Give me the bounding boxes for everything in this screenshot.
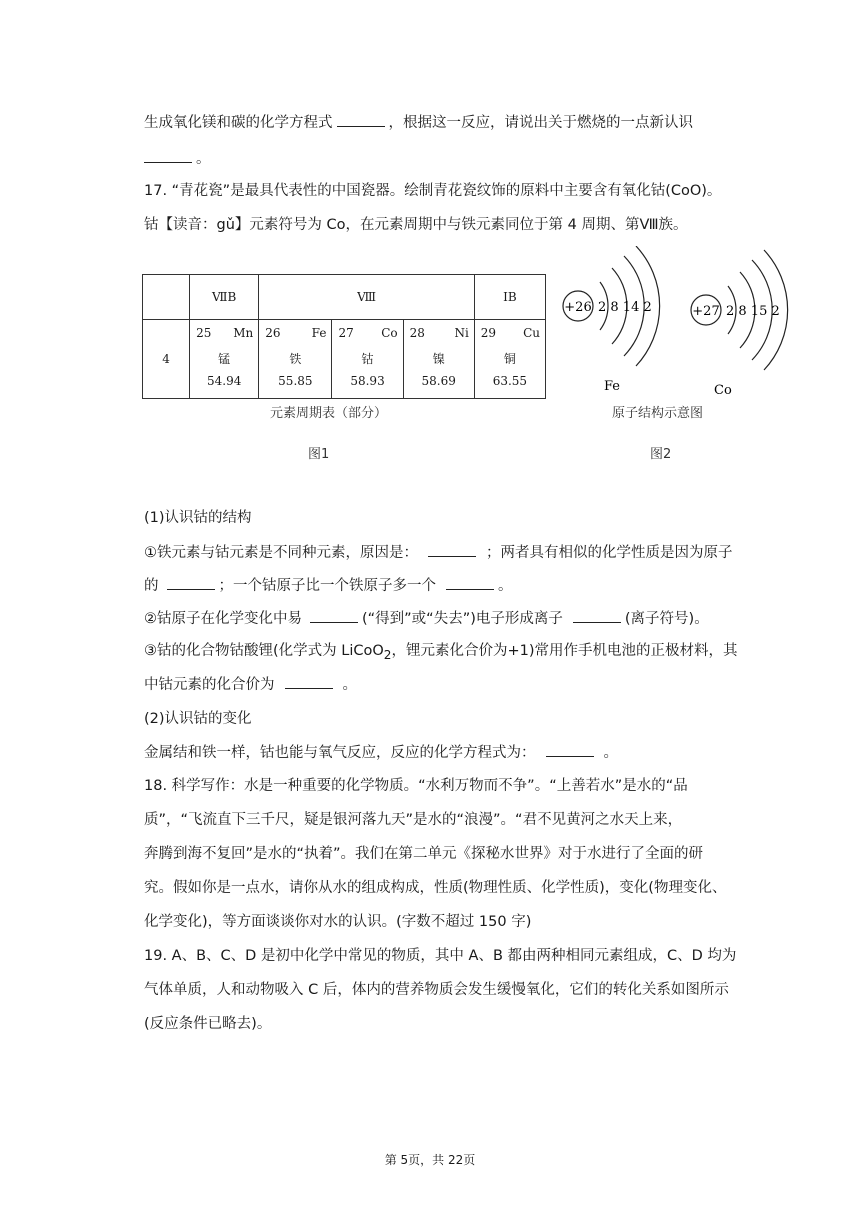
element-name: 铜 bbox=[503, 352, 516, 366]
question-line bbox=[144, 575, 784, 596]
atomic-number: 29 bbox=[480, 326, 497, 340]
page-number: 第 5页，共 22页 bbox=[384, 1153, 476, 1167]
element-cell bbox=[332, 320, 403, 399]
text: 。 bbox=[342, 677, 357, 693]
text: (“得到”或“失去”)电子形成离子 bbox=[362, 611, 563, 627]
co-nucleus: +27 bbox=[692, 304, 720, 319]
text: 生成氧化镁和碳的化学方程式 bbox=[144, 115, 333, 131]
group-header-viib: ⅦB bbox=[190, 275, 259, 320]
element-cell bbox=[190, 320, 259, 399]
text: ；一个钴原子比一个铁原子多一个 bbox=[218, 578, 436, 594]
element-cell bbox=[403, 320, 474, 399]
question-17-line-1: 17. “青花瓷”是最具代表性的中国瓷器。绘制青花瓷纹饰的原料中主要含有氧化钴(CoO)。 bbox=[144, 183, 722, 199]
atomic-mass: 58.69 bbox=[421, 374, 456, 388]
atomic-mass: 54.94 bbox=[207, 374, 242, 388]
question-18-line-5: 化学变化)，等方面谈谈你对水的认识。(字数不超过 150 字) bbox=[144, 914, 532, 930]
answer-blank[interactable] bbox=[446, 575, 494, 590]
text: 。 bbox=[498, 578, 513, 594]
element-symbol: Fe bbox=[311, 326, 327, 340]
atom-caption: 原子结构示意图 bbox=[612, 406, 704, 421]
text-line-2 bbox=[144, 148, 784, 169]
element-name: 钴 bbox=[361, 352, 374, 366]
element-symbol: Co bbox=[381, 326, 398, 340]
answer-blank[interactable] bbox=[144, 148, 192, 163]
atom-structure-diagram bbox=[556, 246, 790, 400]
question-line bbox=[144, 674, 784, 695]
question-19-line-3: (反应条件已略去)。 bbox=[144, 1016, 272, 1032]
question-line bbox=[144, 608, 784, 629]
answer-blank[interactable] bbox=[573, 608, 621, 623]
element-cell bbox=[259, 320, 332, 399]
text: ①铁元素与钴元素是不同种元素，原因是： bbox=[144, 545, 418, 561]
period-label: 4 bbox=[143, 320, 190, 399]
figure-1-label: 图1 bbox=[308, 447, 330, 462]
question-17-line-2: 钴【读音：gǔ】元素符号为 Co，在元素周期中与铁元素同位于第 4 周期、第Ⅷ族。 bbox=[144, 217, 688, 233]
subscript: 2 bbox=[383, 647, 392, 662]
atomic-number: 25 bbox=[196, 326, 212, 340]
fe-nucleus: +26 bbox=[564, 300, 592, 315]
text: 。 bbox=[603, 745, 618, 761]
answer-blank[interactable] bbox=[167, 575, 215, 590]
co-label: Co bbox=[714, 383, 732, 398]
question-line bbox=[144, 641, 784, 665]
element-symbol: Mn bbox=[233, 326, 254, 340]
question-18-line-1: 18. 科学写作：水是一种重要的化学物质。“水利万物而不争”。“上善若水”是水的“品 bbox=[144, 778, 688, 794]
question-19-line-2: 气体单质，人和动物吸入 C 后，体内的营养物质会发生缓慢氧化，它们的转化关系如图所示 bbox=[144, 982, 729, 998]
text: (离子符号)。 bbox=[624, 611, 709, 627]
element-name: 锰 bbox=[218, 352, 231, 366]
question-line bbox=[144, 542, 784, 563]
answer-blank[interactable] bbox=[546, 742, 594, 757]
element-symbol: Cu bbox=[523, 326, 540, 340]
co-shells: 2 8 15 2 bbox=[726, 304, 780, 319]
group-header-ib: ⅠB bbox=[474, 275, 545, 320]
fe-shells: 2 8 14 2 bbox=[598, 300, 652, 315]
atomic-mass: 58.93 bbox=[350, 374, 385, 388]
answer-blank[interactable] bbox=[285, 674, 333, 689]
text: 金属结和铁一样，钴也能与氧气反应，反应的化学方程式为： bbox=[144, 745, 536, 761]
answer-blank[interactable] bbox=[337, 112, 385, 127]
text: ②钴原子在化学变化中易 bbox=[144, 611, 302, 627]
answer-blank[interactable] bbox=[428, 542, 476, 557]
fe-label: Fe bbox=[604, 379, 621, 394]
text: 的 bbox=[144, 578, 159, 594]
atomic-mass: 55.85 bbox=[278, 374, 313, 388]
question-18-line-2: 质”，“飞流直下三千尺，疑是银河落九天”是水的“浪漫”。“君不见黄河之水天上来， bbox=[144, 812, 683, 828]
text: ；两者具有相似的化学性质是因为原子 bbox=[486, 545, 733, 561]
element-name: 铁 bbox=[289, 352, 302, 366]
element-symbol: Ni bbox=[454, 326, 469, 340]
periodic-table bbox=[142, 274, 546, 399]
figure-2-label: 图2 bbox=[650, 447, 672, 462]
question-18-line-3: 奔腾到海不复回”是水的“执着”。我们在第二单元《探秘水世界》对于水进行了全面的研 bbox=[144, 846, 704, 862]
table-caption: 元素周期表（部分） bbox=[270, 406, 388, 421]
atomic-number: 27 bbox=[338, 326, 354, 340]
text-line-1 bbox=[144, 112, 784, 133]
group-header-viii: Ⅷ bbox=[259, 275, 475, 320]
subheading-1: (1)认识钴的结构 bbox=[144, 510, 252, 526]
element-cell bbox=[474, 320, 545, 399]
question-19-line-1: 19. A、B、C、D 是初中化学中常见的物质，其中 A、B 都由两种相同元素组成，C、D 均为 bbox=[144, 948, 737, 964]
subheading-2: (2)认识钴的变化 bbox=[144, 711, 252, 727]
text: 中钴元素的化合价为 bbox=[144, 677, 275, 693]
text: 。 bbox=[196, 151, 211, 167]
atomic-number: 26 bbox=[265, 326, 281, 340]
question-18-line-4: 究。假如你是一点水，请你从水的组成构成，性质(物理性质、化学性质)，变化(物理变化、 bbox=[144, 880, 727, 896]
text: ，锂元素化合价为+1)常用作手机电池的正极材料，其 bbox=[391, 643, 738, 659]
question-line bbox=[144, 742, 784, 763]
atomic-number: 28 bbox=[409, 326, 425, 340]
atomic-mass: 63.55 bbox=[492, 374, 528, 388]
text: ③钴的化合物钴酸锂(化学式为 LiCoO bbox=[144, 643, 384, 659]
answer-blank[interactable] bbox=[310, 608, 358, 623]
text: ，根据这一反应，请说出关于燃烧的一点新认识 bbox=[388, 115, 693, 131]
element-name: 镍 bbox=[432, 352, 445, 366]
table-corner bbox=[143, 275, 190, 320]
